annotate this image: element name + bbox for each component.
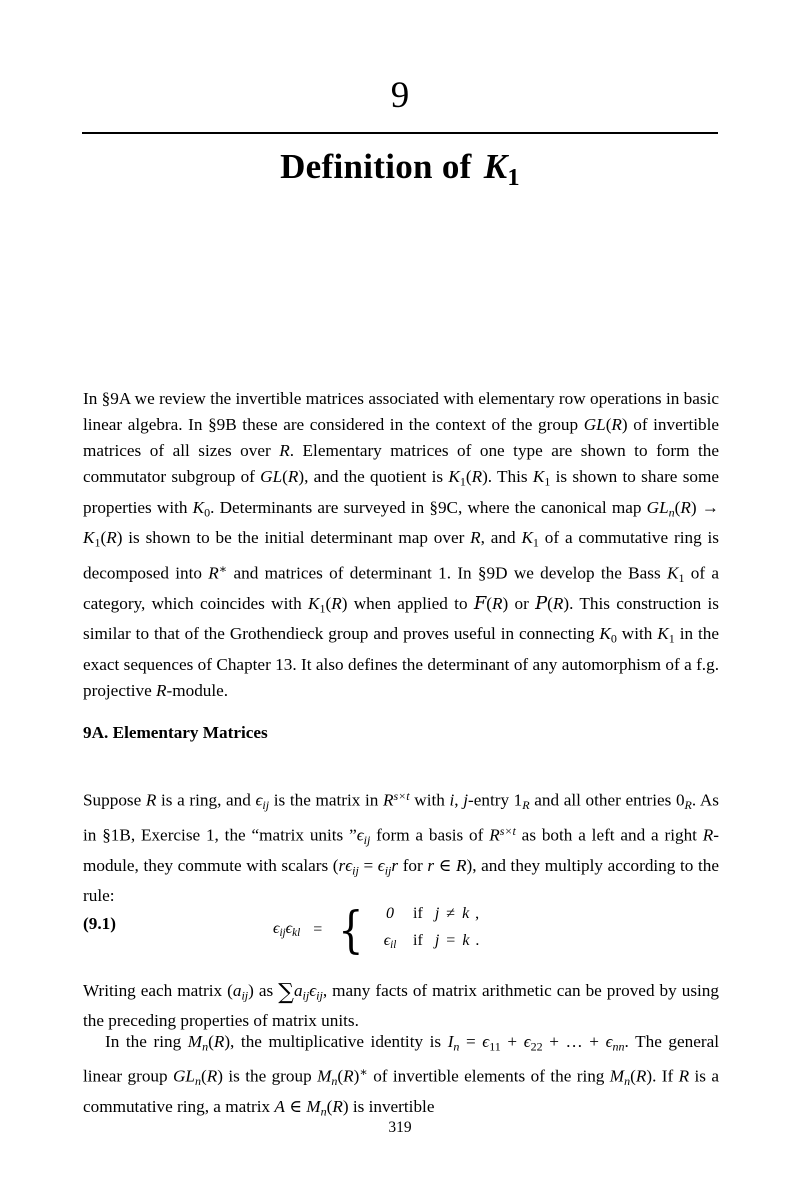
matrix-units-paragraph: Suppose R is a ring, and $\epsilon_{ij}$ is the matrix in $R^{s\times t}$ with i, j-entry $1_R$ and all other entries $0_R$. As in §1B, Exercise 1, the “matrix units $”\epsilon_{ij}$ form a basis of $R^{s\times t}$ as both a left and a right R-module, they commute with scalars ($r\epsilon_{ij} = \epsilon_{ij}r$ for r ∈ R), and they multiply according to the rule:: [83, 789, 720, 906]
chapter-title-symbol-subscript: 1: [507, 163, 520, 191]
chapter-title: [82, 144, 718, 201]
chapter-title-text: Definition of: [280, 147, 481, 186]
chapter-title-symbol: [481, 147, 520, 191]
case-keyword: if: [413, 932, 423, 949]
page-number: 319: [388, 1119, 412, 1136]
chapter-number: 9: [390, 75, 410, 116]
display-equation-9-1: [83, 900, 719, 960]
writing-each-matrix-paragraph: Writing each matrix $(a_{ij})$ as $\sum a_{ij}\epsilon_{ij}$, many facts of matrix arithmetic can be proved by using the preceding properties of matrix units.: [83, 980, 719, 1031]
case-operator: =: [446, 932, 456, 949]
case-condition-left: j: [434, 905, 440, 922]
equation-relation: =: [313, 920, 323, 938]
case-condition-right: k: [462, 932, 470, 949]
case-condition: [435, 900, 469, 927]
equation-body: [273, 900, 479, 959]
case-value: $\epsilon_{il}$: [383, 932, 397, 952]
equation-left-side: $\epsilon_{ij}\epsilon_{kl}$: [273, 920, 301, 940]
chapter-abstract: In §9A we review the invertible matrices associated with elementary row operations in basic linear algebra. In §9B these are considered in the context of the group GL(R) of invertible matrices of all sizes over R. Elementary matrices of one type are shown to form the commutator subgroup of GL(R), and the quotient is K1(R). This K1 is shown to share some properties with K0. Determinants are surveyed in §9C, where the canonical map $GL_n(R) \to K1(R)$ is shown to be the initial determinant map over R, and K1 of a commutative ring is decomposed into R∗ and matrices of determinant 1. In §9D we develop the Bass K1 of a category, which coincides with K1(R) when applied to F(R) or P(R). This construction is similar to that of the Grothendieck group and proves useful in connecting K0 with K1 in the exact sequences of Chapter 13. It also defines the determinant of any automorphism of a f.g. projective R-module.: [83, 389, 720, 700]
case-condition-left: j: [434, 932, 440, 949]
case-value: 0: [386, 905, 395, 922]
equation-case-row: [373, 927, 479, 959]
case-operator: ≠: [446, 905, 456, 922]
equation-tag: (9.1): [83, 914, 116, 933]
equation-cases: [373, 900, 479, 959]
case-condition: [435, 927, 470, 954]
case-terminator: .: [475, 932, 480, 949]
equation-case-row: [373, 900, 479, 927]
case-condition-right: k: [462, 905, 470, 922]
chapter-title-symbol-letter: K: [483, 147, 508, 186]
case-terminator: ,: [475, 905, 480, 922]
left-brace-icon: {: [338, 900, 364, 959]
ring-mn-paragraph: In the ring $M_n(R)$, the multiplicative identity is $I_n = \epsilon 11 + \epsilon 22$ + … + $\epsilon_{nn}$. The general linear group $GL_n(R)$ is the group $M_n(R)^∗$ of invertible elements of the ring $M_n(R)$. If R is a commutative ring, a matrix A ∈ $M_n(R)$ is invertible: [83, 1032, 719, 1119]
header-divider: [82, 132, 718, 134]
case-keyword: if: [413, 905, 423, 922]
section-heading-9a: 9A. Elementary Matrices: [83, 723, 268, 742]
